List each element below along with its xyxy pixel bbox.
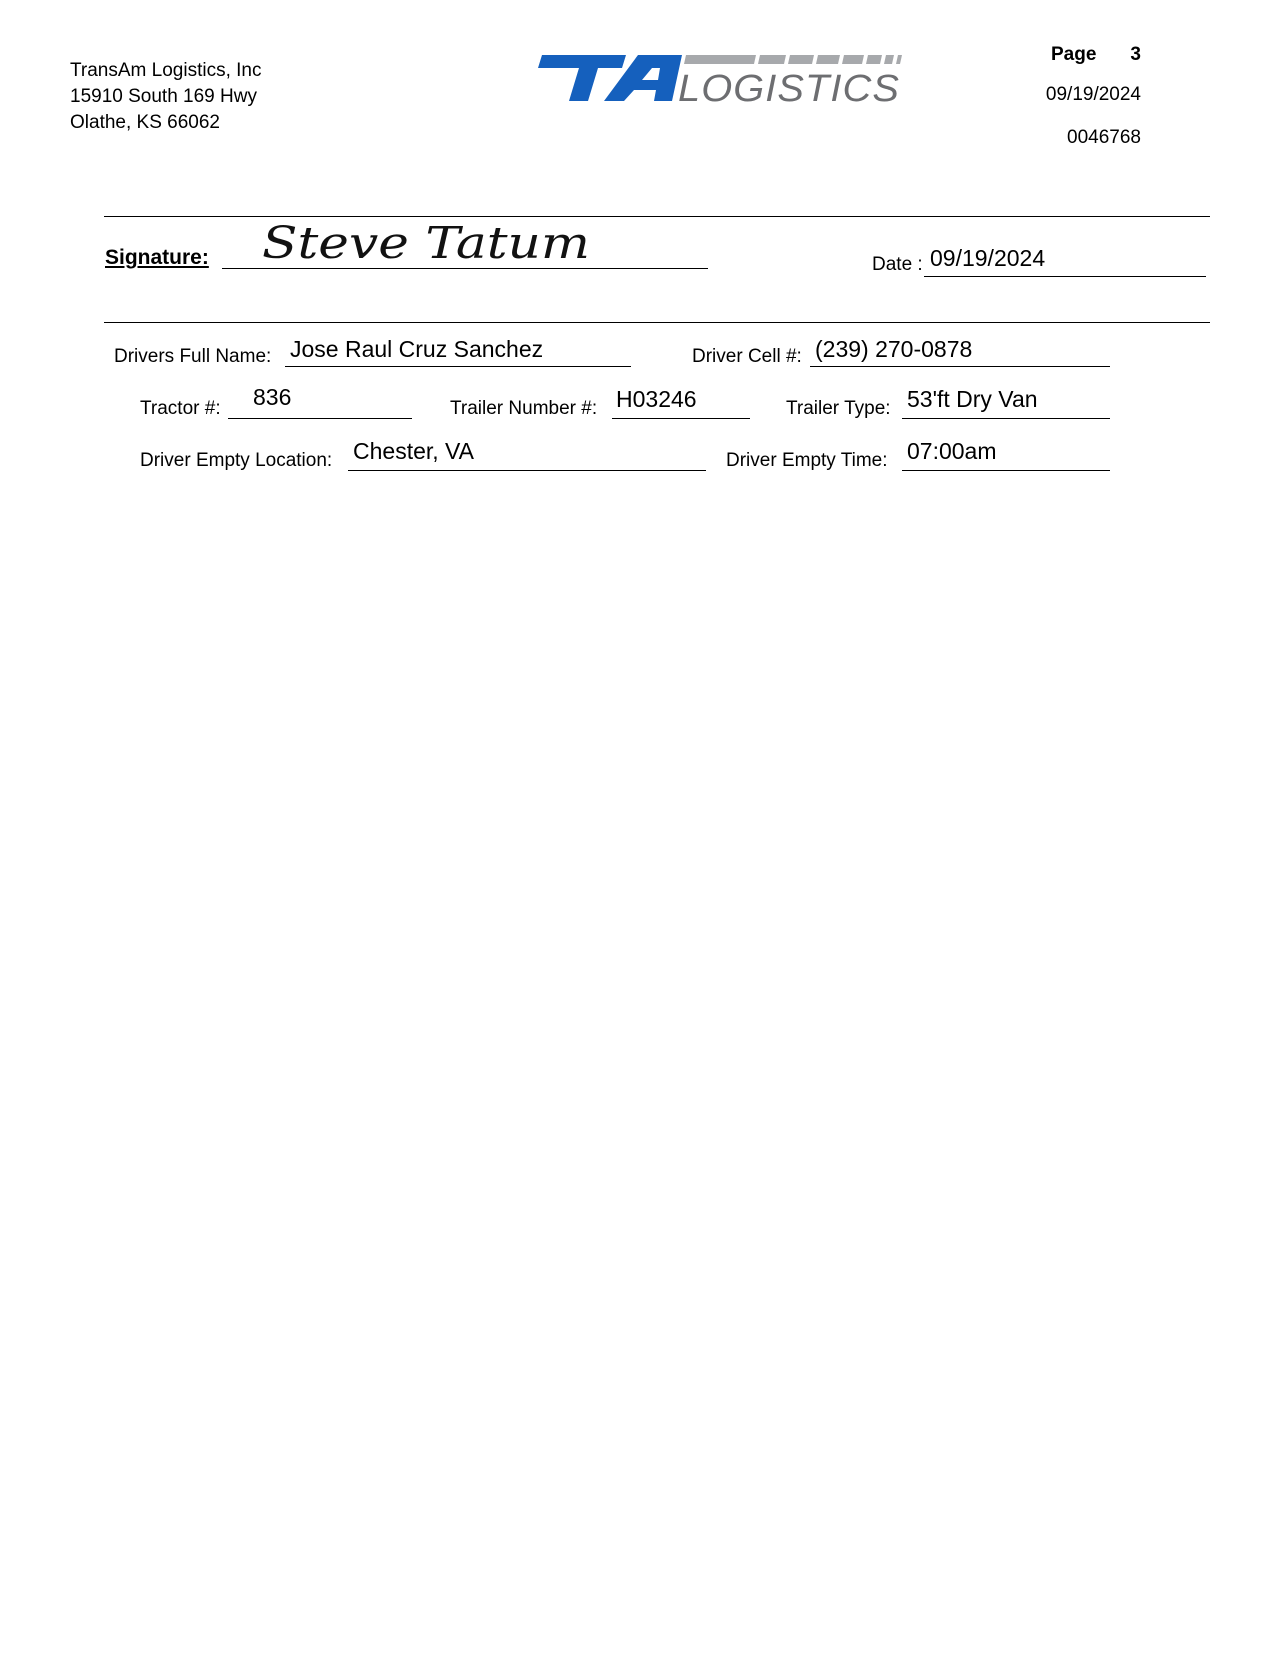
divider-middle — [104, 322, 1210, 323]
empty-time-label: Driver Empty Time: — [726, 450, 888, 471]
company-address — [70, 58, 261, 136]
trailer-type-value: 53'ft Dry Van — [907, 386, 1038, 412]
header-date: 09/19/2024 — [1045, 84, 1141, 105]
page-info — [941, 44, 1141, 148]
driver-cell-underline — [810, 366, 1110, 367]
empty-location-label: Driver Empty Location: — [140, 450, 333, 471]
svg-text:LOGISTICS: LOGISTICS — [678, 68, 900, 110]
trailer-number-value: H03246 — [616, 386, 697, 412]
tractor-value: 836 — [253, 384, 292, 410]
company-city: Olathe, KS 66062 — [70, 112, 220, 133]
page-label: Page — [1051, 44, 1097, 65]
driver-name-underline — [285, 366, 631, 367]
driver-name-label: Drivers Full Name: — [114, 346, 272, 367]
tractor-underline — [228, 418, 412, 419]
company-street: 15910 South 169 Hwy — [70, 86, 257, 107]
date-underline — [924, 276, 1206, 277]
page-number: 3 — [1130, 44, 1141, 65]
empty-location-value: Chester, VA — [353, 438, 475, 464]
empty-time-underline — [902, 470, 1110, 471]
handwritten-signature — [258, 214, 598, 270]
date-label: Date : — [872, 254, 923, 275]
empty-location-underline — [348, 470, 706, 471]
empty-time-value: 07:00am — [907, 438, 997, 464]
driver-name-value: Jose Raul Cruz Sanchez — [290, 336, 544, 362]
driver-cell-value: (239) 270-0878 — [815, 336, 973, 362]
document-number: 0046768 — [1067, 127, 1141, 148]
company-name: TransAm Logistics, Inc — [70, 60, 262, 81]
signature-label: Signature: — [105, 246, 209, 269]
trailer-number-label: Trailer Number #: — [450, 398, 598, 419]
svg-text:Steve Tatum: Steve Tatum — [262, 218, 590, 269]
driver-cell-label: Driver Cell #: — [692, 346, 802, 367]
trailer-type-underline — [902, 418, 1110, 419]
trailer-number-underline — [612, 418, 750, 419]
signature-date: 09/19/2024 — [930, 245, 1046, 271]
ta-logistics-logo — [536, 52, 916, 110]
trailer-type-label: Trailer Type: — [786, 398, 891, 419]
tractor-label: Tractor #: — [140, 398, 221, 419]
